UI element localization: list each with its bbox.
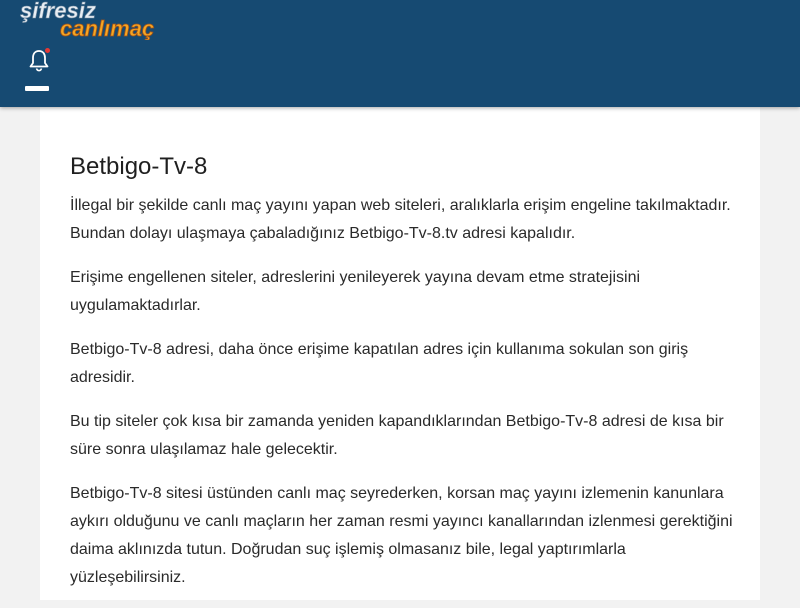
notification-bell-button[interactable] [28, 48, 50, 72]
article-paragraph-3: Betbigo-Tv-8 adresi, daha önce erişime kapatılan adres için kullanıma sokulan son giriş adresidir. [70, 341, 689, 386]
logo-graphic [20, 0, 170, 40]
site-logo[interactable] [20, 0, 170, 40]
article-paragraph-4: Bu tip siteler çok kısa bir zamanda yeniden kapandıklarından Betbigo-Tv-8 adresi de kısa bir süre sonra ulaşılamaz hale gelecektir. [70, 413, 724, 458]
hamburger-menu-icon[interactable] [25, 86, 49, 91]
article-paragraph-1: İllegal bir şekilde canlı maç yayını yapan web siteleri, aralıklarla erişim engeline takılmaktadır. Bundan dolayı ulaşmaya çabaladığınız Betbigo-Tv-8.tv adresi kapalıdır. [70, 197, 731, 242]
notification-dot [45, 48, 50, 53]
article-content [70, 152, 740, 608]
logo-word-1: şifresiz [20, 0, 96, 23]
page-title: Betbigo-Tv-8 [70, 153, 208, 180]
article-paragraph-5: Betbigo-Tv-8 sitesi üstünden canlı maç seyrederken, korsan maç yayını izlemenin kanunlara aykırı olduğunu ve canlı maçların her zaman resmi yayıncı kanallarından izlenmesi gerektiğini daima aklınızda tutun. Doğrudan suç işlemiş olmasanız bile, legal yaptırımlarla yüzleşebilirsiniz. [70, 485, 733, 586]
site-header [0, 0, 800, 107]
logo-word-2: canlımaç [60, 16, 155, 40]
article-paragraph-2: Erişime engellenen siteler, adreslerini yenileyerek yayına devam etme stratejisini uygulamaktadırlar. [70, 269, 641, 314]
